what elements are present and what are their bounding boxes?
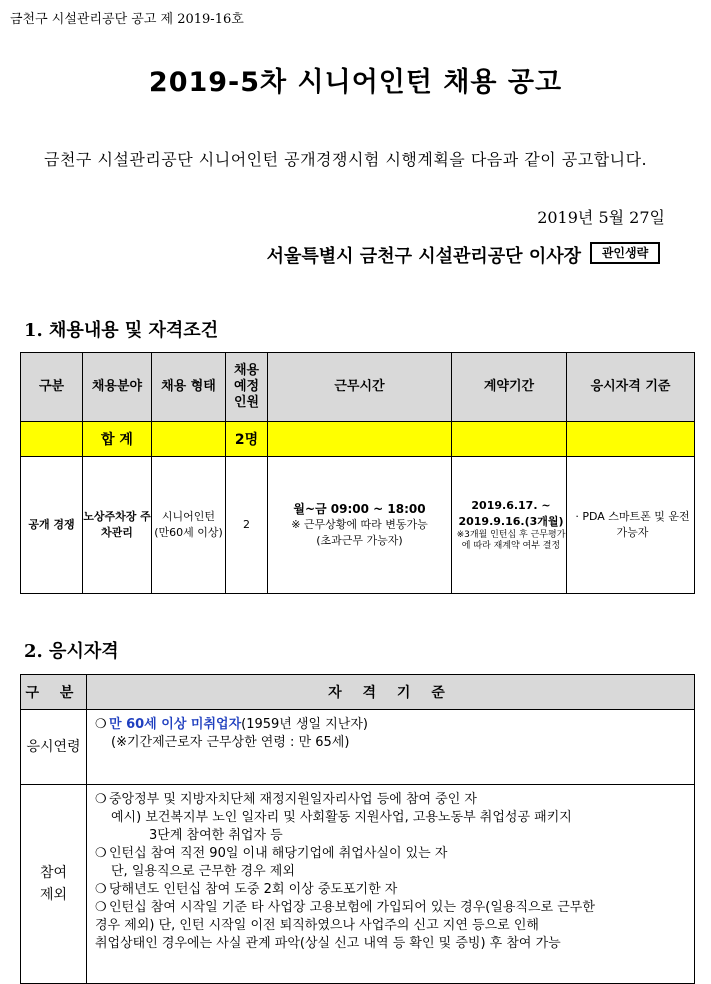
row-type	[152, 457, 226, 594]
intro-paragraph: 금천구 시설관리공단 시니어인턴 공개경쟁시험 시행계획을 다음과 같이 공고합니다.	[44, 150, 648, 169]
header-qualification: 응시자격 기준	[567, 353, 695, 422]
exclusion-text: 당해년도 인턴십 참여 도중 2회 이상 중도포기한 자	[109, 882, 398, 897]
page-title: 2019-5차 시니어인턴 채용 공고	[148, 67, 563, 98]
row-type-label: 시니어인턴	[161, 510, 216, 523]
exclusion-item	[95, 845, 688, 863]
row-field: 노상주차장 주차관리	[83, 457, 152, 594]
header-field: 채용분야	[83, 353, 152, 422]
eligibility-table	[20, 674, 695, 984]
exclusion-text: 경우 제외) 단, 인턴 시작일 이전 퇴직하였으나 사업주의 신고 지연 등으로 인해	[95, 918, 539, 933]
row-count: 2	[226, 457, 268, 594]
header-division: 구 분	[21, 675, 87, 710]
total-label: 합 계	[83, 422, 152, 457]
section-heading-recruitment: 1. 채용내용 및 자격조건	[24, 320, 219, 341]
exclusion-item	[95, 899, 688, 917]
total-empty	[152, 422, 226, 457]
bullet-icon: ❍	[95, 717, 107, 732]
exclusion-text: 인턴십 참여 직전 90일 이내 해당기업에 취업사실이 있는 자	[109, 846, 448, 861]
total-empty	[268, 422, 452, 457]
exclusion-text: 중앙정부 및 지방자치단체 재정지원일자리사업 등에 참여 중인 자	[109, 792, 477, 807]
exclusion-item	[95, 791, 688, 809]
official-seal-omitted: 관인생략	[590, 242, 660, 264]
exclusion-text: 3단계 참여한 취업자 등	[149, 828, 283, 843]
total-empty	[567, 422, 695, 457]
bullet-icon: ❍	[95, 882, 107, 897]
total-empty	[21, 422, 83, 457]
exclusion-text: 단, 일용직으로 근무한 경우 제외	[111, 864, 295, 879]
age-highlight: 만 60세 이상 미취업자	[109, 717, 242, 732]
section-heading-eligibility: 2. 응시자격	[24, 641, 119, 662]
header-criteria: 자 격 기 준	[87, 675, 695, 710]
exclusion-criteria	[87, 785, 695, 984]
row-hours-note: (초과근무 가능자)	[316, 534, 403, 547]
header-hours: 근무시간	[268, 353, 452, 422]
bullet-icon: ❍	[95, 846, 107, 861]
age-criteria	[87, 710, 695, 785]
total-count: 2명	[226, 422, 268, 457]
exclusion-text: 취업상태인 경우에는 사실 관계 파악(상실 신고 내역 등 확인 및 증빙) 후 참여 가능	[95, 936, 561, 951]
header-contract: 계약기간	[452, 353, 567, 422]
row-contract-note: ※3개월 인턴십 후 근무평가에 따라 재계약 여부 결정	[456, 530, 566, 551]
row-hours-main: 월~금 09:00 ~ 18:00	[293, 502, 426, 516]
recruitment-table	[20, 352, 695, 594]
exclusion-item	[95, 881, 688, 899]
age-rest: (1959년 생일 지난자)	[241, 717, 368, 732]
row-contract-end: 2019.9.16.(3개월)	[458, 515, 564, 528]
issuer-name: 서울특별시 금천구 시설관리공단 이사장	[266, 246, 581, 267]
exclusion-label	[21, 785, 87, 984]
notice-number: 금천구 시설관리공단 공고 제 2019-16호	[10, 12, 244, 27]
bullet-icon: ❍	[95, 792, 107, 807]
row-qualification: · PDA 스마트폰 및 운전 가능자	[567, 457, 695, 594]
bullet-icon: ❍	[95, 900, 107, 915]
age-label: 응시연령	[21, 710, 87, 785]
row-hours	[268, 457, 452, 594]
row-type-note: (만60세 이상)	[154, 526, 223, 539]
total-empty	[452, 422, 567, 457]
header-type: 채용 형태	[152, 353, 226, 422]
row-contract	[452, 457, 567, 594]
row-category: 공개 경쟁	[21, 457, 83, 594]
age-line	[95, 716, 688, 734]
row-hours-note: ※ 근무상황에 따라 변동가능	[291, 518, 428, 531]
exclusion-label-1: 참여	[39, 865, 68, 881]
header-count: 채용 예정 인원	[226, 353, 268, 422]
row-contract-start: 2019.6.17. ~	[471, 499, 551, 512]
notice-date: 2019년 5월 27일	[537, 208, 665, 227]
header-category: 구분	[21, 353, 83, 422]
age-note: (※기간제근로자 근무상한 연령 : 만 65세)	[111, 735, 350, 750]
exclusion-text: 예시) 보건복지부 노인 일자리 및 사회활동 지원사업, 고용노동부 취업성공 패키지	[111, 810, 572, 825]
exclusion-text: 인턴십 참여 시작일 기준 타 사업장 고용보험에 가입되어 있는 경우(일용직으로 근무한	[109, 900, 595, 915]
exclusion-label-2: 제외	[39, 887, 68, 903]
